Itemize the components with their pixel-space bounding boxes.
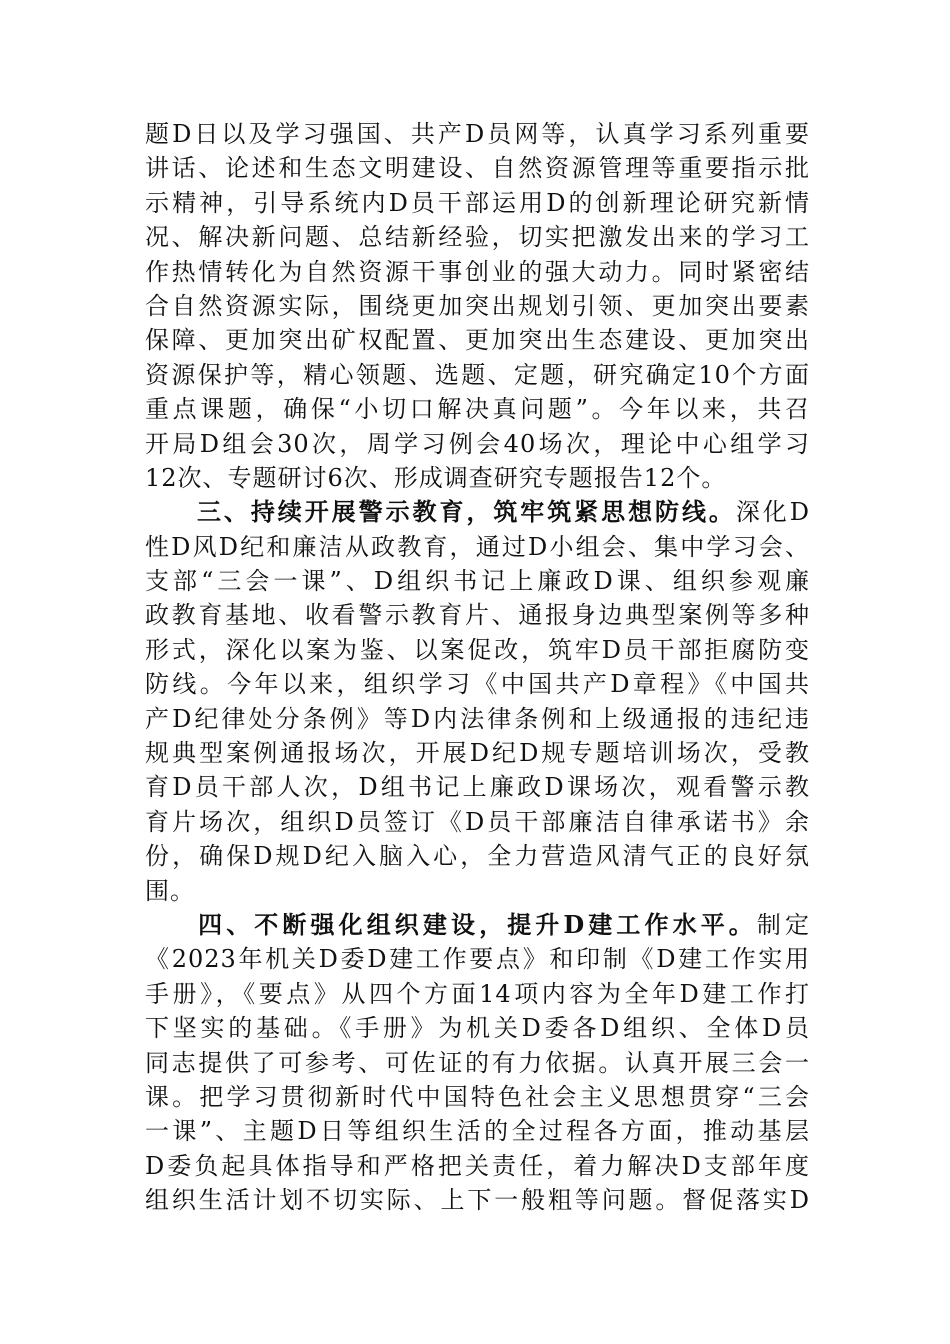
line-text: 《2023年机关D委D建工作要点》和印制《D建工作实用 (145, 945, 810, 974)
line-text: 题D日以及学习强国、共产D员网等，认真学习系列重要 (145, 120, 810, 148)
section-heading: 四、不断强化组织建设，提升D建工作水平。 (195, 909, 757, 939)
text-line (145, 805, 810, 839)
text-line (145, 667, 810, 701)
text-line (145, 117, 810, 151)
line-text: 示精神，引导系统内D员干部运用D的创新理论研究新情 (145, 188, 810, 217)
text-line (145, 1183, 810, 1217)
line-text: 防线。今年以来，组织学习《中国共产D章程》《中国共 (145, 670, 810, 699)
text-line (145, 598, 810, 632)
text-line (145, 289, 810, 323)
section-heading-line (145, 908, 810, 942)
text-line (145, 427, 810, 461)
text-line (145, 1149, 810, 1183)
line-text: 深化D (735, 498, 810, 527)
line-text: 政教育基地、收看警示教育片、通报身边典型案例等多种 (145, 601, 810, 630)
text-line (145, 1011, 810, 1045)
line-text: 况、解决新问题、总结新经验，切实把激发出来的学习工 (145, 223, 810, 252)
line-text: 同志提供了可参考、可佐证的有力依据。认真开展三会一 (145, 1048, 810, 1077)
text-line (145, 186, 810, 220)
line-text: 围。 (145, 876, 195, 905)
line-text: 组织生活计划不切实际、上下一般粗等问题。督促落实D (145, 1186, 810, 1215)
line-text: 育D员干部人次，D组书记上廉政D课场次，观看警示教 (145, 773, 810, 802)
section-heading-line (145, 495, 810, 529)
text-line (145, 151, 810, 185)
line-text: 制定 (756, 910, 811, 939)
text-line (145, 874, 810, 908)
text-line (145, 1080, 810, 1114)
text-line (145, 220, 810, 254)
line-text: 手册》，《要点》从四个方面14项内容为全年D建工作打 (145, 979, 810, 1008)
text-line (145, 392, 810, 426)
line-text: 课。把学习贯彻新时代中国特色社会主义思想贯穿“三会 (145, 1082, 810, 1111)
text-line (145, 1114, 810, 1148)
text-line (145, 770, 810, 804)
line-text: D委负起具体指导和严格把关责任，着力解决D支部年度 (145, 1151, 810, 1180)
text-line (145, 977, 810, 1011)
line-text: 育片场次，组织D员签订《D员干部廉洁自律承诺书》余 (145, 807, 810, 836)
text-line (145, 736, 810, 770)
text-line (145, 633, 810, 667)
line-text: 份，确保D规D纪入脑入心，全力营造风清气正的良好氛 (145, 842, 810, 871)
text-line (145, 358, 810, 392)
section-heading: 三、持续开展警示教育，筑牢筑紧思想防线。 (195, 497, 736, 527)
line-text: 下坚实的基础。《手册》为机关D委各D组织、全体D员 (145, 1014, 810, 1043)
line-text: 一课”、主题D日等组织生活的全过程各方面，推动基层 (145, 1117, 810, 1146)
line-text: 资源保护等，精心领题、选题、定题，研究确定10个方面 (145, 360, 810, 389)
text-line (145, 839, 810, 873)
line-text: 12次、专题研讨6次、形成调查研究专题报告12个。 (145, 463, 727, 492)
line-text: 讲话、论述和生态文明建设、自然资源管理等重要指示批 (145, 154, 810, 183)
text-line (145, 530, 810, 564)
line-text: 支部“三会一课”、D组织书记上廉政D课、组织参观廉 (145, 567, 810, 596)
body-text (145, 117, 810, 1218)
text-line (145, 564, 810, 598)
line-text: 开局D组会30次，周学习例会40场次，理论中心组学习 (145, 429, 810, 458)
text-line (145, 461, 810, 495)
text-line (145, 942, 810, 976)
line-text: 合自然资源实际，围绕更加突出规划引领、更加突出要素 (145, 291, 810, 320)
text-line (145, 255, 810, 289)
line-text: 作热情转化为自然资源干事创业的强大动力。同时紧密结 (145, 257, 810, 286)
line-text: 性D风D纪和廉洁从政教育，通过D小组会、集中学习会、 (145, 532, 810, 561)
line-text: 形式，深化以案为鉴、以案促改，筑牢D员干部拒腐防变 (145, 635, 810, 664)
line-text: 保障、更加突出矿权配置、更加突出生态建设、更加突出 (145, 326, 810, 355)
text-line (145, 1046, 810, 1080)
line-text: 产D纪律处分条例》等D内法律条例和上级通报的违纪违 (145, 704, 810, 733)
line-text: 规典型案例通报场次，开展D纪D规专题培训场次，受教 (145, 739, 810, 768)
text-line (145, 323, 810, 357)
line-text: 重点课题，确保“小切口解决真问题”。今年以来，共召 (145, 395, 810, 424)
text-line (145, 702, 810, 736)
